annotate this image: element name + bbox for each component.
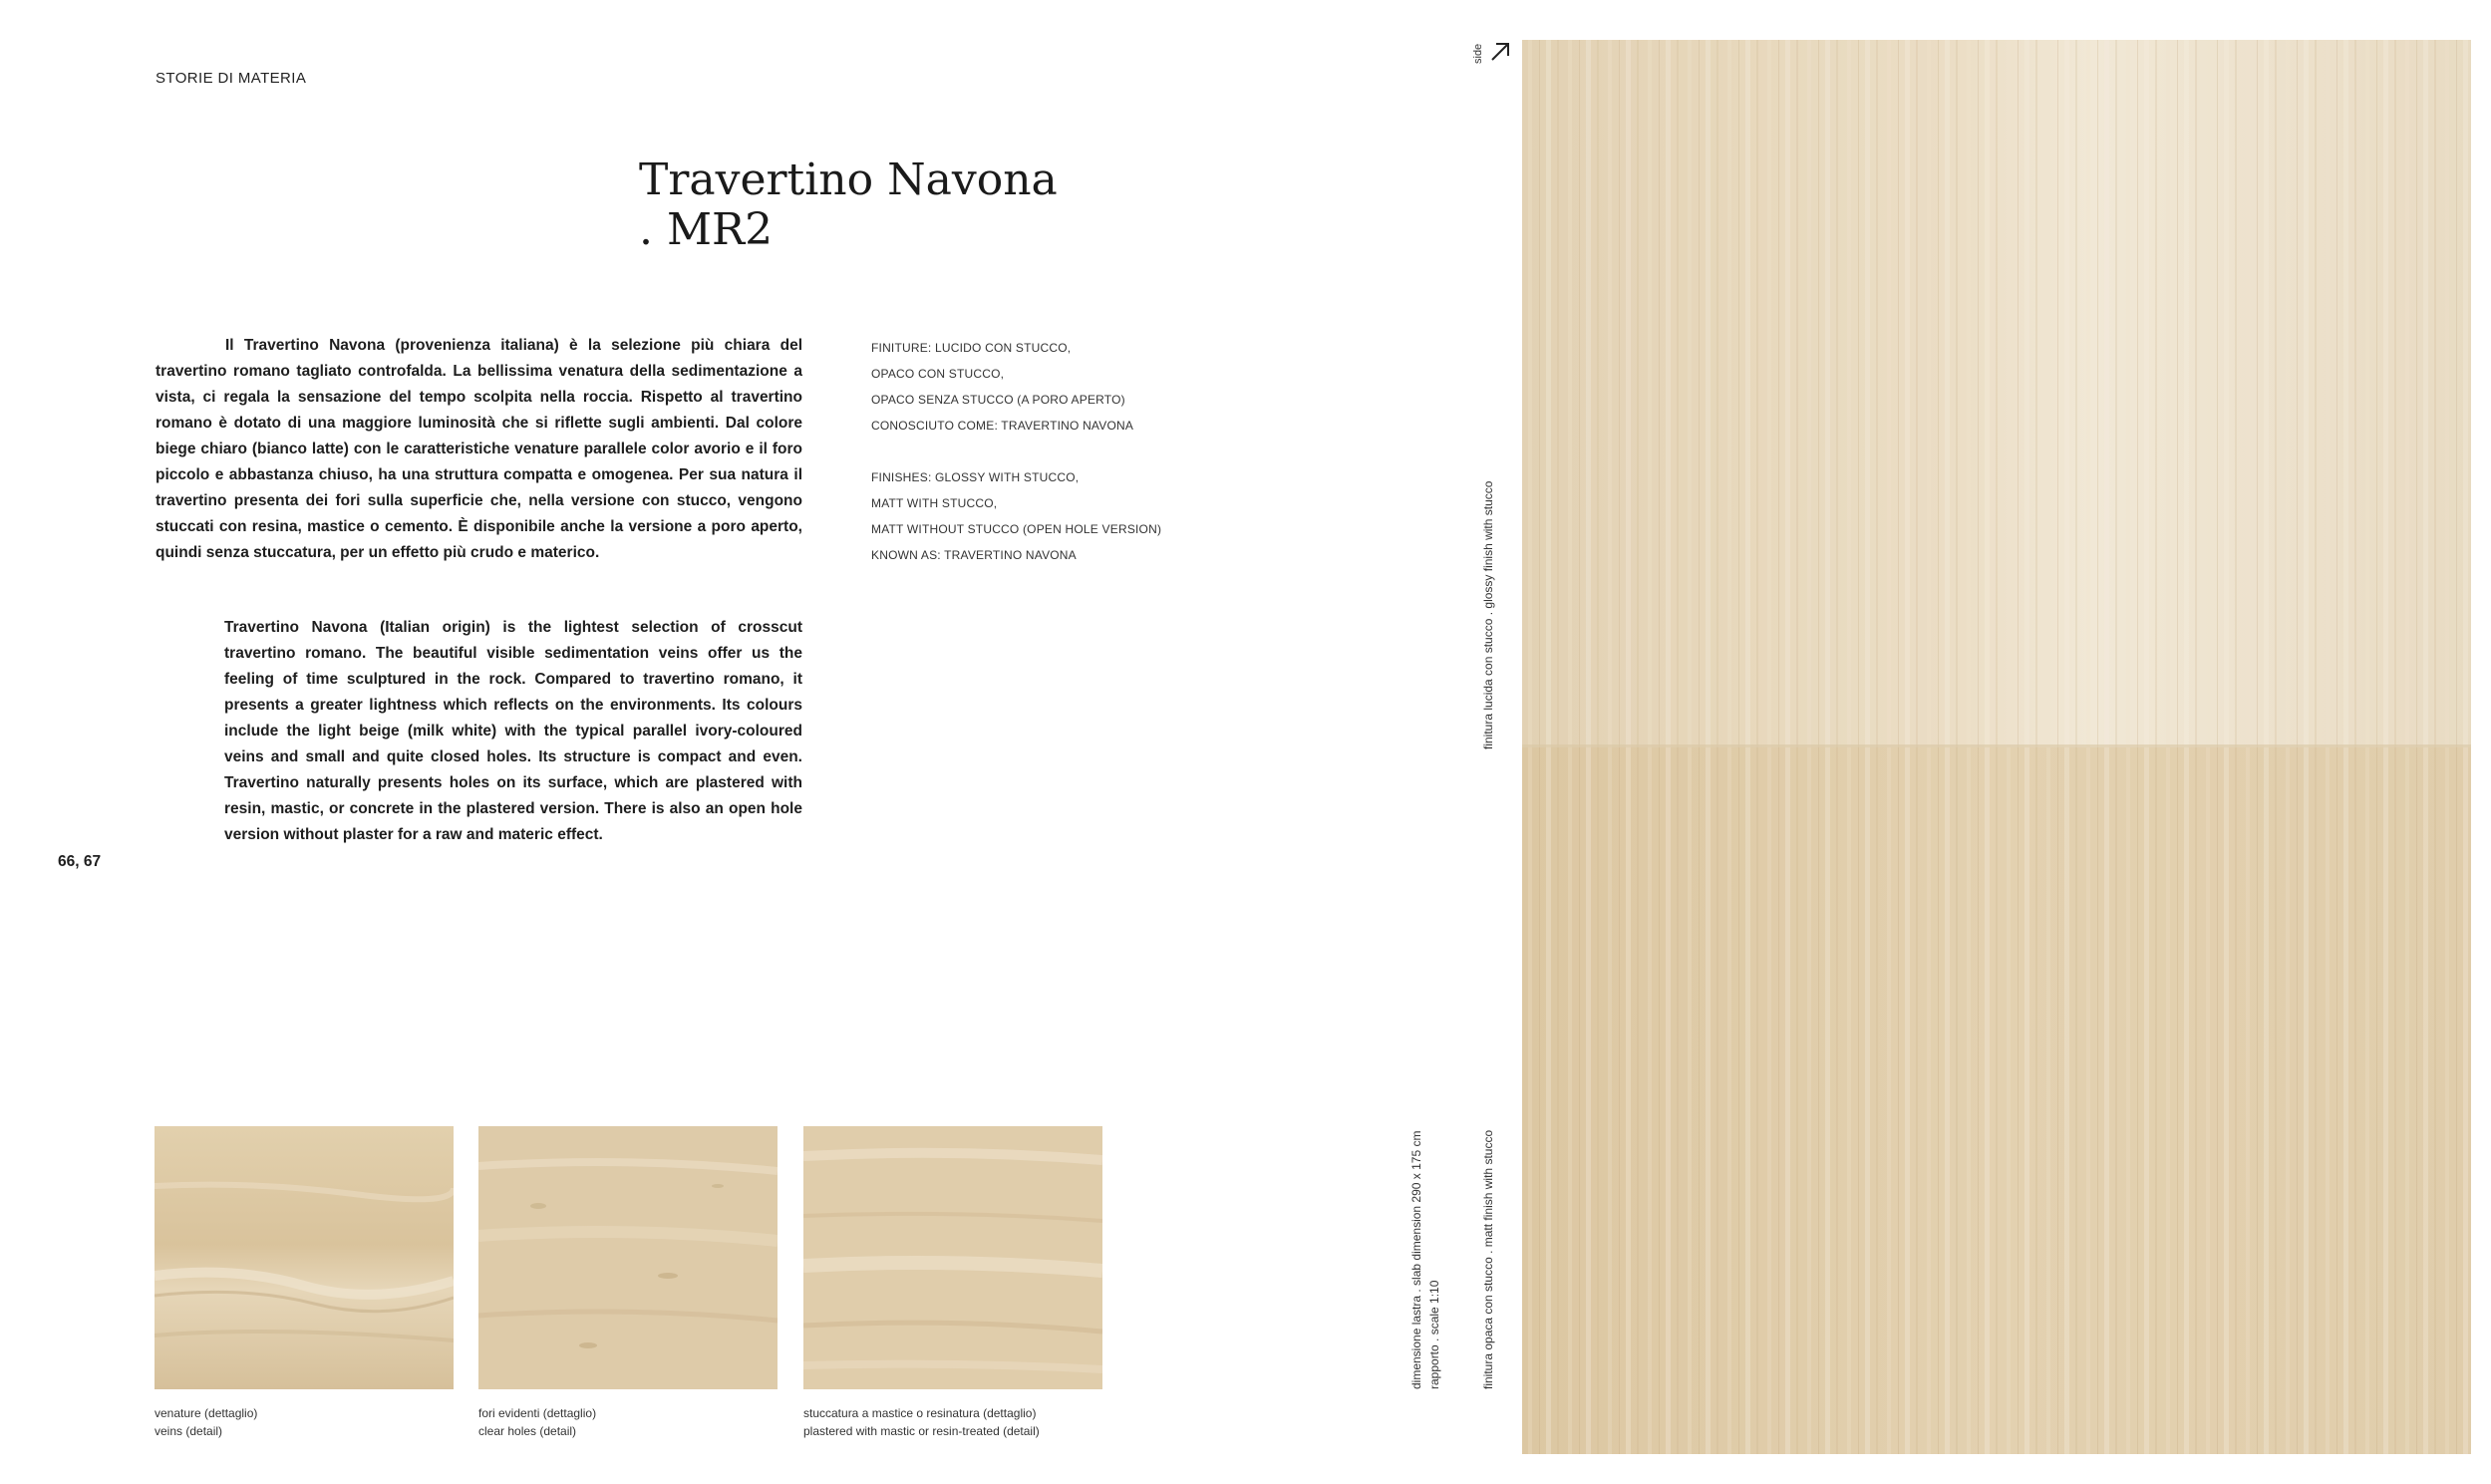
detail-caption-stucco [803, 1404, 1040, 1440]
detail-caption-veins [155, 1404, 257, 1440]
finish-it-2: OPACO CON STUCCO, [871, 367, 1005, 381]
page-numbers: 66, 67 [58, 853, 102, 870]
detail-image-veins [155, 1126, 454, 1389]
finish-en-4: KNOWN AS: TRAVERTINO NAVONA [871, 548, 1077, 562]
finish-it-4: CONOSCIUTO COME: TRAVERTINO NAVONA [871, 419, 1134, 433]
detail-image-stucco [803, 1126, 1102, 1389]
caption-it: fori evidenti (dettaglio) [478, 1406, 597, 1420]
finishes-list [871, 335, 1161, 568]
title-line-2: . MR2 [639, 204, 774, 255]
finishes-spacer [871, 439, 1161, 464]
detail-image-holes [478, 1126, 778, 1389]
caption-it: stuccatura a mastice o resinatura (dettaglio) [803, 1406, 1037, 1420]
slab-scale: rapporto . scale 1:10 [1427, 1280, 1441, 1389]
finish-it-3: OPACO SENZA STUCCO (A PORO APERTO) [871, 393, 1125, 407]
caption-en: veins (detail) [155, 1424, 223, 1438]
finish-en-2: MATT WITH STUCCO, [871, 496, 998, 510]
caption-en: plastered with mastic or resin-treated (detail) [803, 1424, 1040, 1438]
arrow-up-right-icon [1489, 41, 1511, 63]
finish-en-1: FINISHES: GLOSSY WITH STUCCO, [871, 470, 1080, 484]
section-label: STORIE DI MATERIA [156, 70, 307, 87]
detail-caption-holes [478, 1404, 596, 1440]
caption-it: venature (dettaglio) [155, 1406, 258, 1420]
description-italian: Il Travertino Navona (provenienza italiana) è la selezione più chiara del travertino romano tagliato controfalda. La bellissima venatura della sedimentazione a vista, ci regala la sensazione del tempo scolpita nella roccia. Rispetto al travertino romano è dotato di una maggiore luminosità che si riflette sugli ambienti. Dal colore biege chiaro (bianco latte) con le caratteristiche venature parallele color avorio e il foro piccolo e abbastanza chiuso, ha una struttura compatta e omogenea. Per sua natura il travertino presenta dei fori sulla superficie che, nella versione con stucco, vengono stuccati con resina, mastice o cemento. È disponibile anche la versione a poro aperto, quindi senza stuccatura, per un effetto più crudo e materico. [156, 337, 802, 561]
slab-image [1522, 40, 2471, 1454]
product-title [639, 155, 1058, 255]
finish-it-1: FINITURE: LUCIDO CON STUCCO, [871, 341, 1072, 355]
caption-en: clear holes (detail) [478, 1424, 577, 1438]
finish-en-3: MATT WITHOUT STUCCO (OPEN HOLE VERSION) [871, 522, 1162, 536]
slab-dimension: dimensione lastra . slab dimension 290 x 175 cm [1409, 1130, 1423, 1389]
finish-label-glossy: finitura lucida con stucco . glossy finish with stucco [1481, 480, 1495, 749]
side-label: side [1472, 43, 1484, 64]
description-english: Travertino Navona (Italian origin) is the lightest selection of crosscut travertino romano. The beautiful visible sedimentation veins offer us the feeling of time sculptured in the rock. Compared to travertino romano, it presents a greater lightness which reflects on the environments. Its colours include the light beige (milk white) with the typical parallel ivory-coloured veins and small and quite closed holes. Its structure is compact and even. Travertino naturally presents holes on its surface, which are plastered with resin, mastic, or concrete in the plastered version. There is also an open hole version without plaster for a raw and materic effect. [224, 619, 802, 843]
finish-label-matt: finitura opaca con stucco . matt finish with stucco [1481, 1129, 1495, 1389]
title-line-1: Travertino Navona [639, 154, 1058, 205]
